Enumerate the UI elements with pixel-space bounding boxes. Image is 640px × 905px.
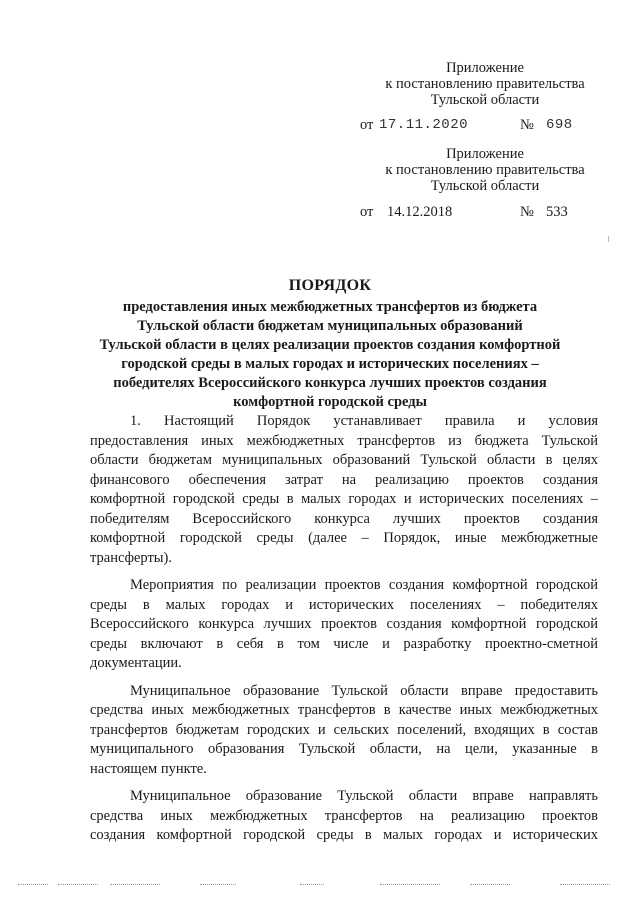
body-line: трансфертов бюджетам городских и сельских поселений, входящих в состав [90,721,598,738]
number-sign: № [520,117,534,133]
body-line: Муниципальное образование Тульской области вправе предоставить [130,682,598,699]
paragraph-3 [90,682,598,780]
appendix-header-current [360,60,610,108]
paragraph-1 [90,412,598,568]
appendix-line: Тульской области [430,178,540,194]
number-sign: № [520,204,534,220]
appendix-line: к постановлению правительства [385,162,585,178]
document-body [90,412,598,854]
scan-artifact [608,236,609,242]
paragraph-2 [90,576,598,674]
paragraph-4 [90,787,598,846]
body-line: победителям Всероссийского конкурса лучших проектов создания [90,510,598,527]
subtitle-line: предоставления иных межбюджетных трансфертов из бюджета [122,299,538,315]
body-line: настоящем пункте. [90,760,207,777]
subtitle-line: городской среды в малых городах и исторических поселениях – [121,356,539,372]
body-line: комфортной городской среды в малых городах и исторических поселениях – [90,491,598,507]
scan-artifact-footer [0,884,640,894]
body-line: средства иных межбюджетных трансфертов в качестве иных межбюджетных [90,702,598,718]
appendix-line: к постановлению правительства [385,76,585,92]
appendix-line: Приложение [446,146,524,162]
document-title-block [60,276,600,412]
document-title: ПОРЯДОК [288,277,372,294]
resolution-date: 17.11.2020 [379,117,469,133]
body-line: Муниципальное образование Тульской области вправе направлять [130,788,598,804]
body-line: документации. [90,655,182,671]
body-line: предоставления иных межбюджетных трансфертов из бюджета Тульской [90,432,598,449]
appendix-line: Тульской области [430,92,540,108]
subtitle-line: Тульской области в целях реализации проектов создания комфортной [99,337,561,353]
body-line: среды в малых городах и исторических поселениях – победителях [90,596,598,613]
body-line: Мероприятия по реализации проектов создания комфортной городской [130,577,598,593]
subtitle-line: Тульской области бюджетам муниципальных образований [137,318,523,334]
resolution-date: 14.12.2018 [387,204,453,220]
body-line: муниципального образования Тульской области, на цели, указанные в [90,741,598,757]
resolution-number: 533 [546,204,568,220]
date-prefix: от [360,204,374,220]
body-line: среды включают в себя в том числе и разработку проектно-сметной [90,635,598,652]
subtitle-line: комфортной городской среды [233,394,427,410]
body-line: финансового обеспечения затрат на реализацию проектов создания [90,471,598,488]
body-line: средства иных межбюджетных трансфертов на реализацию проектов [90,807,598,824]
appendix-line: Приложение [446,60,524,76]
appendix-header-original [360,146,610,194]
body-line: Всероссийского конкурса лучших проектов создания комфортной городской [90,616,598,632]
body-line: комфортной городской среды (далее – Порядок, иные межбюджетные [90,530,598,546]
body-line: создания комфортной городской среды в малых городах и исторических [90,827,598,843]
date-prefix: от [360,117,374,133]
body-line: трансферты). [90,549,172,566]
body-line: 1. Настоящий Порядок устанавливает правила и условия [130,413,598,429]
body-line: области бюджетам муниципальных образований Тульской области в целях [90,452,598,468]
resolution-number: 698 [546,117,573,133]
subtitle-line: победителях Всероссийского конкурса лучших проектов создания [113,375,547,391]
document-subtitle [60,298,600,412]
